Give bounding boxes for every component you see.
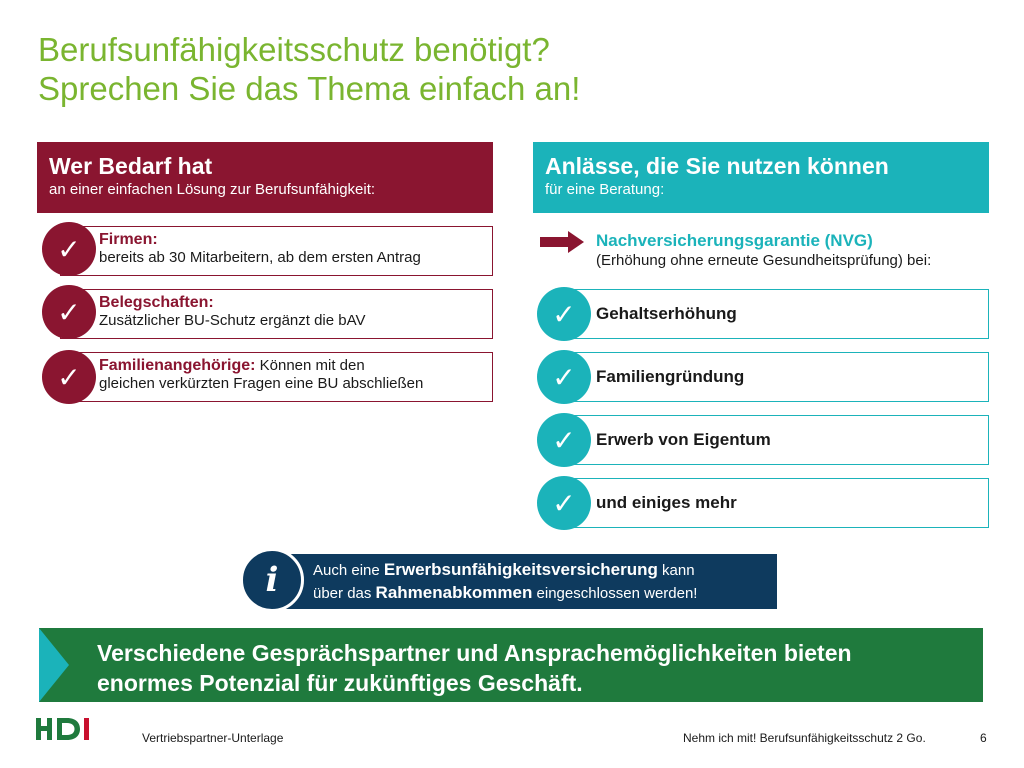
left-item-lead: Belegschaften: <box>99 294 214 311</box>
right-item-label: Familiengründung <box>596 367 745 386</box>
page-number: 6 <box>980 731 987 745</box>
arrow-right-icon <box>540 231 584 253</box>
chevron-right-icon <box>39 628 69 702</box>
right-subheading: für eine Beratung: <box>545 181 665 198</box>
left-heading: Wer Bedarf hat <box>49 153 213 179</box>
info-bold: Erwerbsunfähigkeitsversicherung <box>383 560 658 579</box>
check-icon: ✓ <box>537 413 591 467</box>
left-item-lead: Firmen: <box>99 231 158 248</box>
info-icon: i <box>240 548 304 612</box>
page-title <box>38 30 580 108</box>
banner-line-1: Verschiedene Gesprächspartner und Ansprachemöglichkeiten bieten <box>97 640 852 666</box>
left-item-desc: bereits ab 30 Mitarbeitern, ab dem ersten Antrag <box>99 249 421 266</box>
right-item-einiges-mehr <box>560 478 989 528</box>
info-line-1 <box>313 559 777 582</box>
banner-text <box>97 638 852 698</box>
info-bold: Rahmenabkommen <box>375 583 533 602</box>
nvg-title: Nachversicherungsgarantie (NVG) <box>596 231 873 250</box>
footer-document-type: Vertriebspartner-Unterlage <box>142 731 284 745</box>
check-icon: ✓ <box>42 285 96 339</box>
title-line-2: Sprechen Sie das Thema einfach an! <box>38 70 581 107</box>
left-item-text <box>99 231 421 267</box>
info-box <box>275 554 777 609</box>
check-icon: ✓ <box>537 287 591 341</box>
title-line-1: Berufsunfähigkeitsschutz benötigt? <box>38 31 550 68</box>
check-icon: ✓ <box>42 350 96 404</box>
nvg-subtitle: (Erhöhung ohne erneute Gesundheitsprüfung) bei: <box>596 252 932 269</box>
right-heading: Anlässe, die Sie nutzen können <box>545 153 889 179</box>
summary-banner <box>39 628 983 702</box>
info-text: über das <box>313 585 376 602</box>
info-text: eingeschlossen werden! <box>532 585 698 602</box>
hdi-logo <box>36 718 98 740</box>
left-column-header <box>37 142 493 213</box>
right-item-gehaltserhoehung <box>560 289 989 339</box>
right-item-familiengruendung <box>560 352 989 402</box>
info-text: kann <box>657 562 695 579</box>
info-line-2 <box>313 582 777 605</box>
left-item-text <box>99 357 423 393</box>
check-icon: ✓ <box>537 350 591 404</box>
left-item-belegschaften <box>60 289 493 339</box>
right-item-label: Gehaltserhöhung <box>596 304 737 323</box>
check-icon: ✓ <box>42 222 96 276</box>
left-item-desc: gleichen verkürzten Fragen eine BU abschließen <box>99 375 424 392</box>
left-subheading: an einer einfachen Lösung zur Berufsunfähigkeit: <box>49 181 376 198</box>
right-item-label: Erwerb von Eigentum <box>596 430 771 449</box>
info-text: Auch eine <box>313 562 384 579</box>
right-item-label: und einiges mehr <box>596 493 737 512</box>
banner-line-2: enormes Potenzial für zukünftiges Geschäft. <box>97 670 583 696</box>
left-item-desc: Zusätzlicher BU-Schutz ergänzt die bAV <box>99 312 366 329</box>
footer-document-title: Nehm ich mit! Berufsunfähigkeitsschutz 2 Go. <box>683 731 926 745</box>
left-item-lead: Familienangehörige: <box>99 357 256 374</box>
left-item-familienangehoerige <box>60 352 493 402</box>
left-item-firmen <box>60 226 493 276</box>
right-column-header <box>533 142 989 213</box>
right-item-erwerb-eigentum <box>560 415 989 465</box>
left-item-text <box>99 294 366 330</box>
left-item-inline: Können mit den <box>255 357 365 374</box>
check-icon: ✓ <box>537 476 591 530</box>
